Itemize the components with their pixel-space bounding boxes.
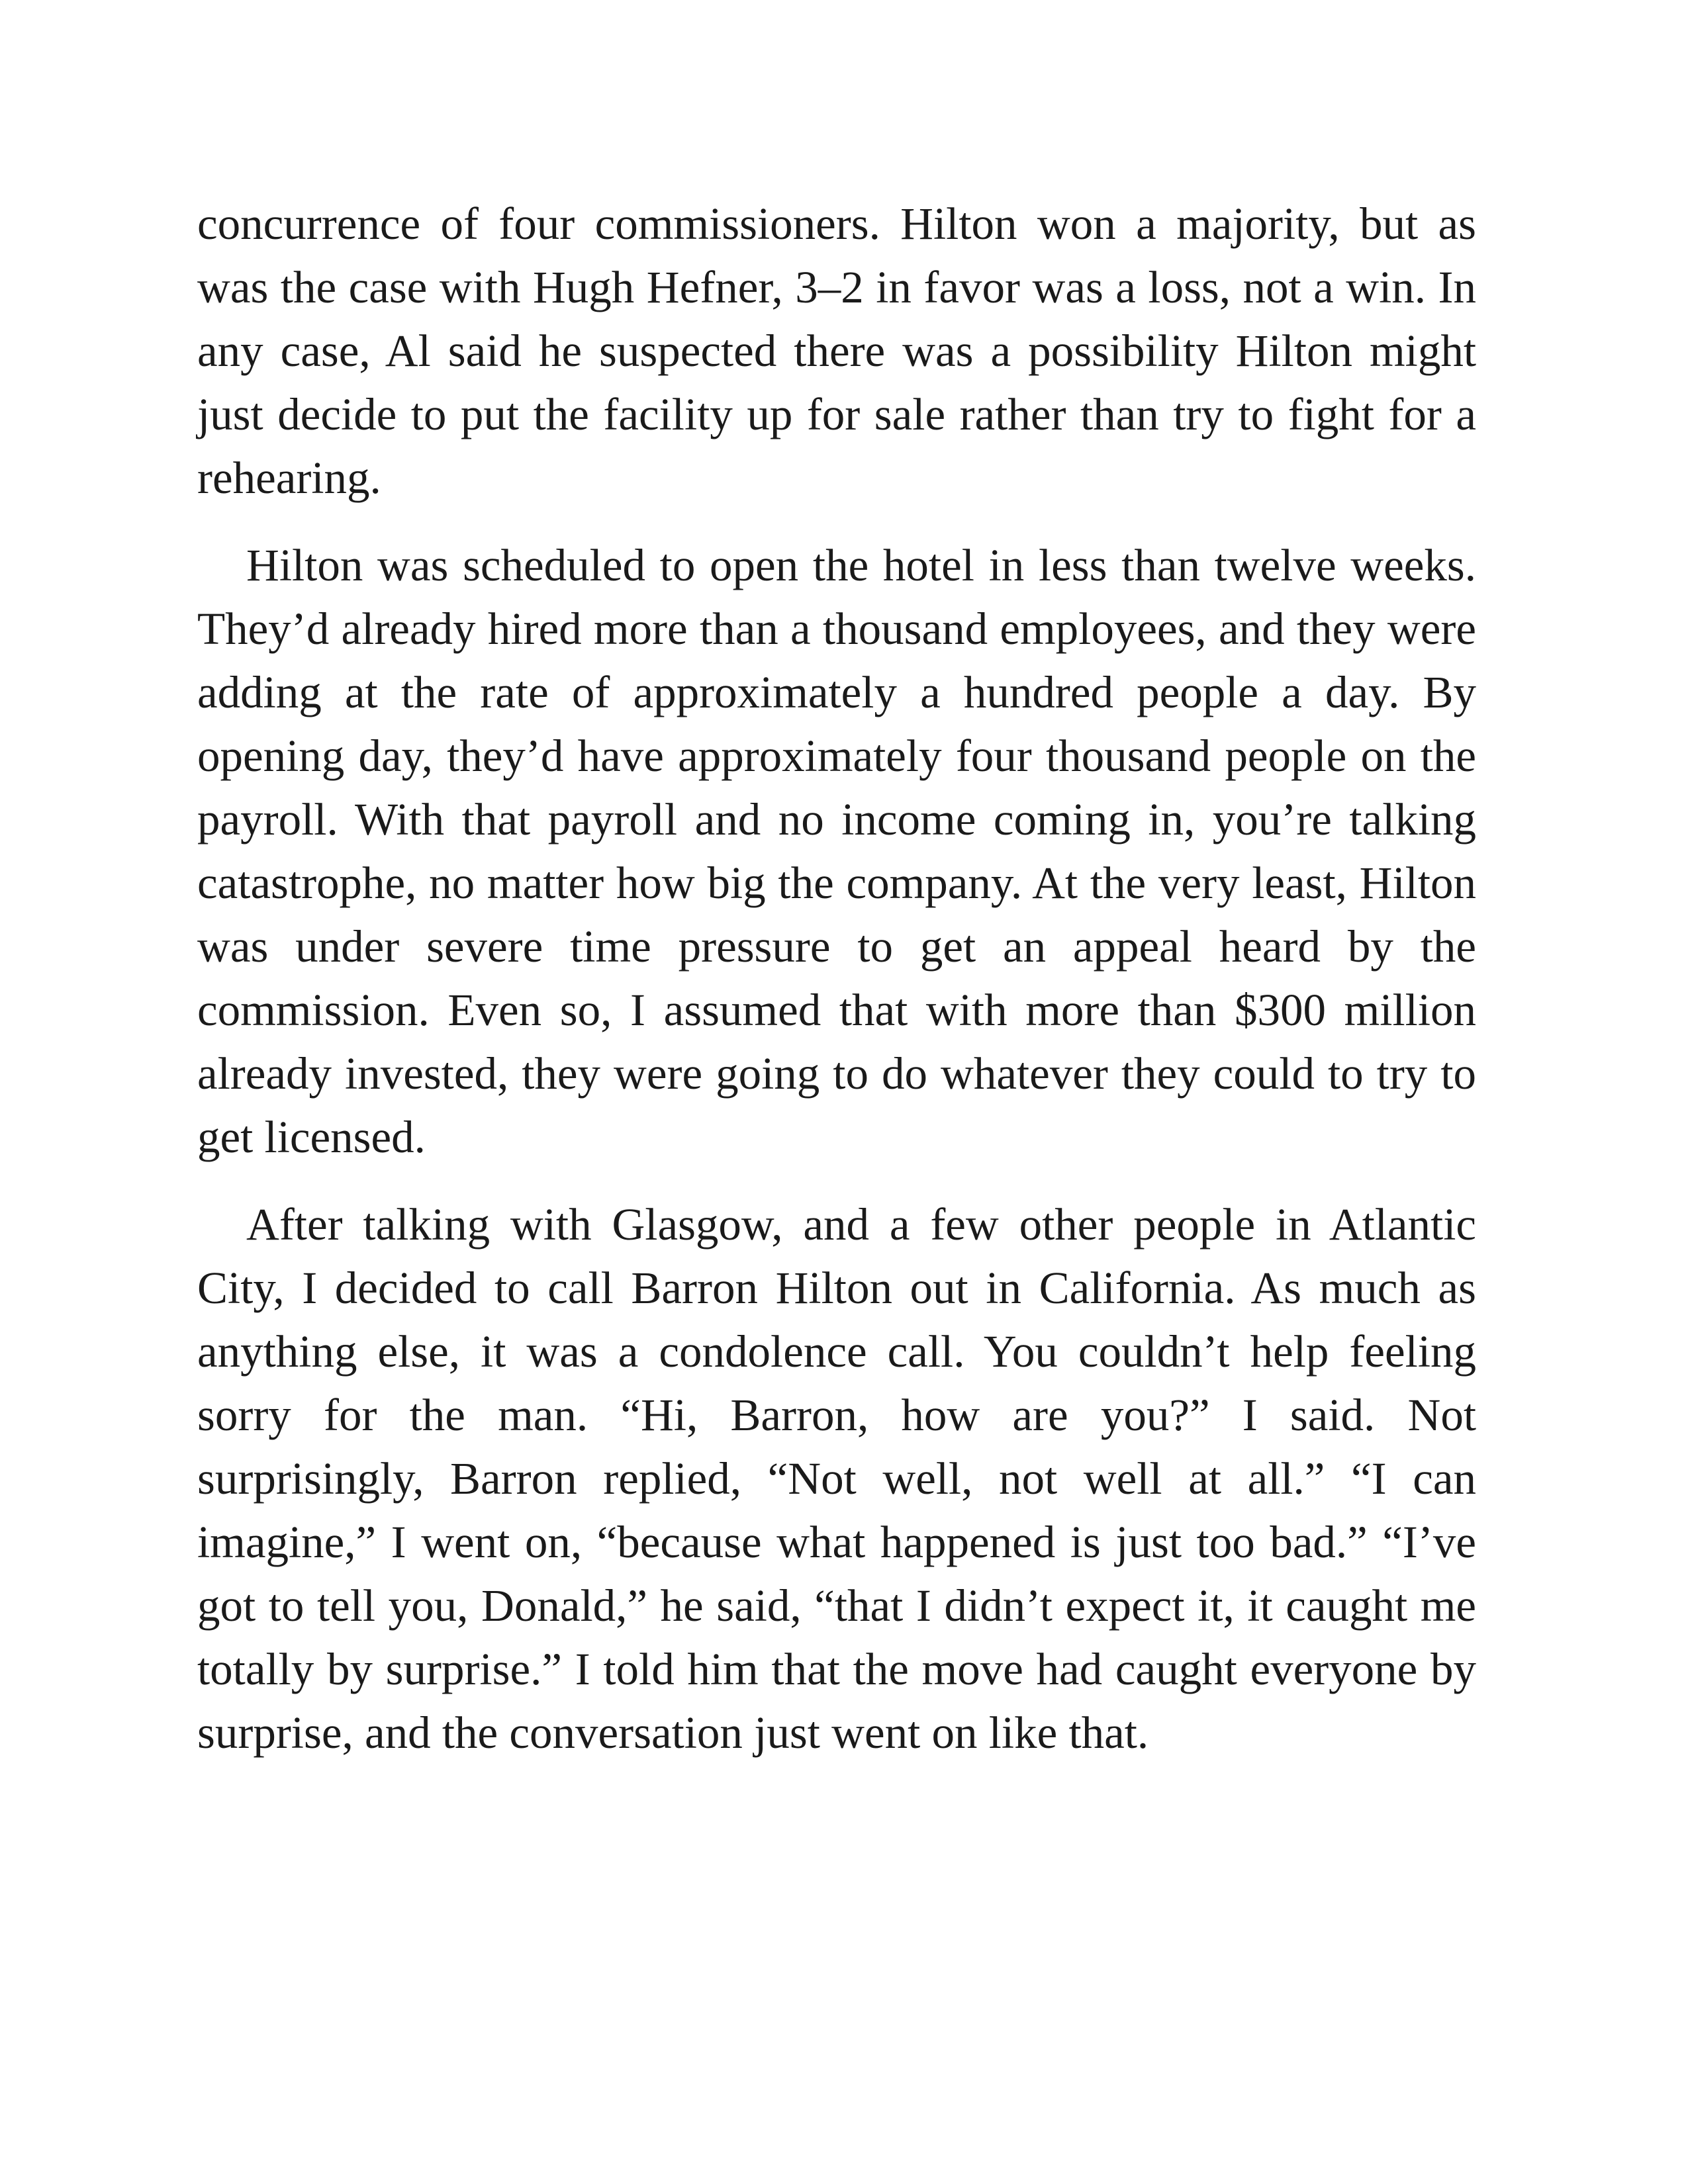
paragraph-1: concurrence of four commissioners. Hilton won a majority, but as was the case with Hugh Hefner, 3–2 in favor was a loss, not a win. In any case, Al said he suspected there was a possibility Hilton might just decide to put the facility up for sale rather than try to fight for a rehearing. <box>197 199 1476 503</box>
paragraph-2: Hilton was scheduled to open the hotel in less than twelve weeks. They’d already hired more than a thousand employees, and they were adding at the rate of approximately a hundred people a day. By opening day, they’d have approximately four thousand people on the payroll. With that payroll and no income coming in, you’re talking catastrophe, no matter how big the company. At the very least, Hilton was under severe time pressure to get an appeal heard by the commission. Even so, I assumed that with more than $300 million already invested, they were going to do whatever they could to try to get licensed. <box>197 540 1476 1162</box>
paragraph-3: After talking with Glasgow, and a few other people in Atlantic City, I decided to call Barron Hilton out in California. As much as anything else, it was a condolence call. You couldn’t help feeling sorry for the man. “Hi, Barron, how are you?” I said. Not surprisingly, Barron replied, “Not well, not well at all.” “I can imagine,” I went on, “because what happened is just too bad.” “I’ve got to tell you, Donald,” he said, “that I didn’t expect it, it caught me totally by surprise.” I told him that the move had caught everyone by surprise, and the conversation just went on like that. <box>197 1199 1476 1758</box>
document-page <box>197 192 1476 1788</box>
